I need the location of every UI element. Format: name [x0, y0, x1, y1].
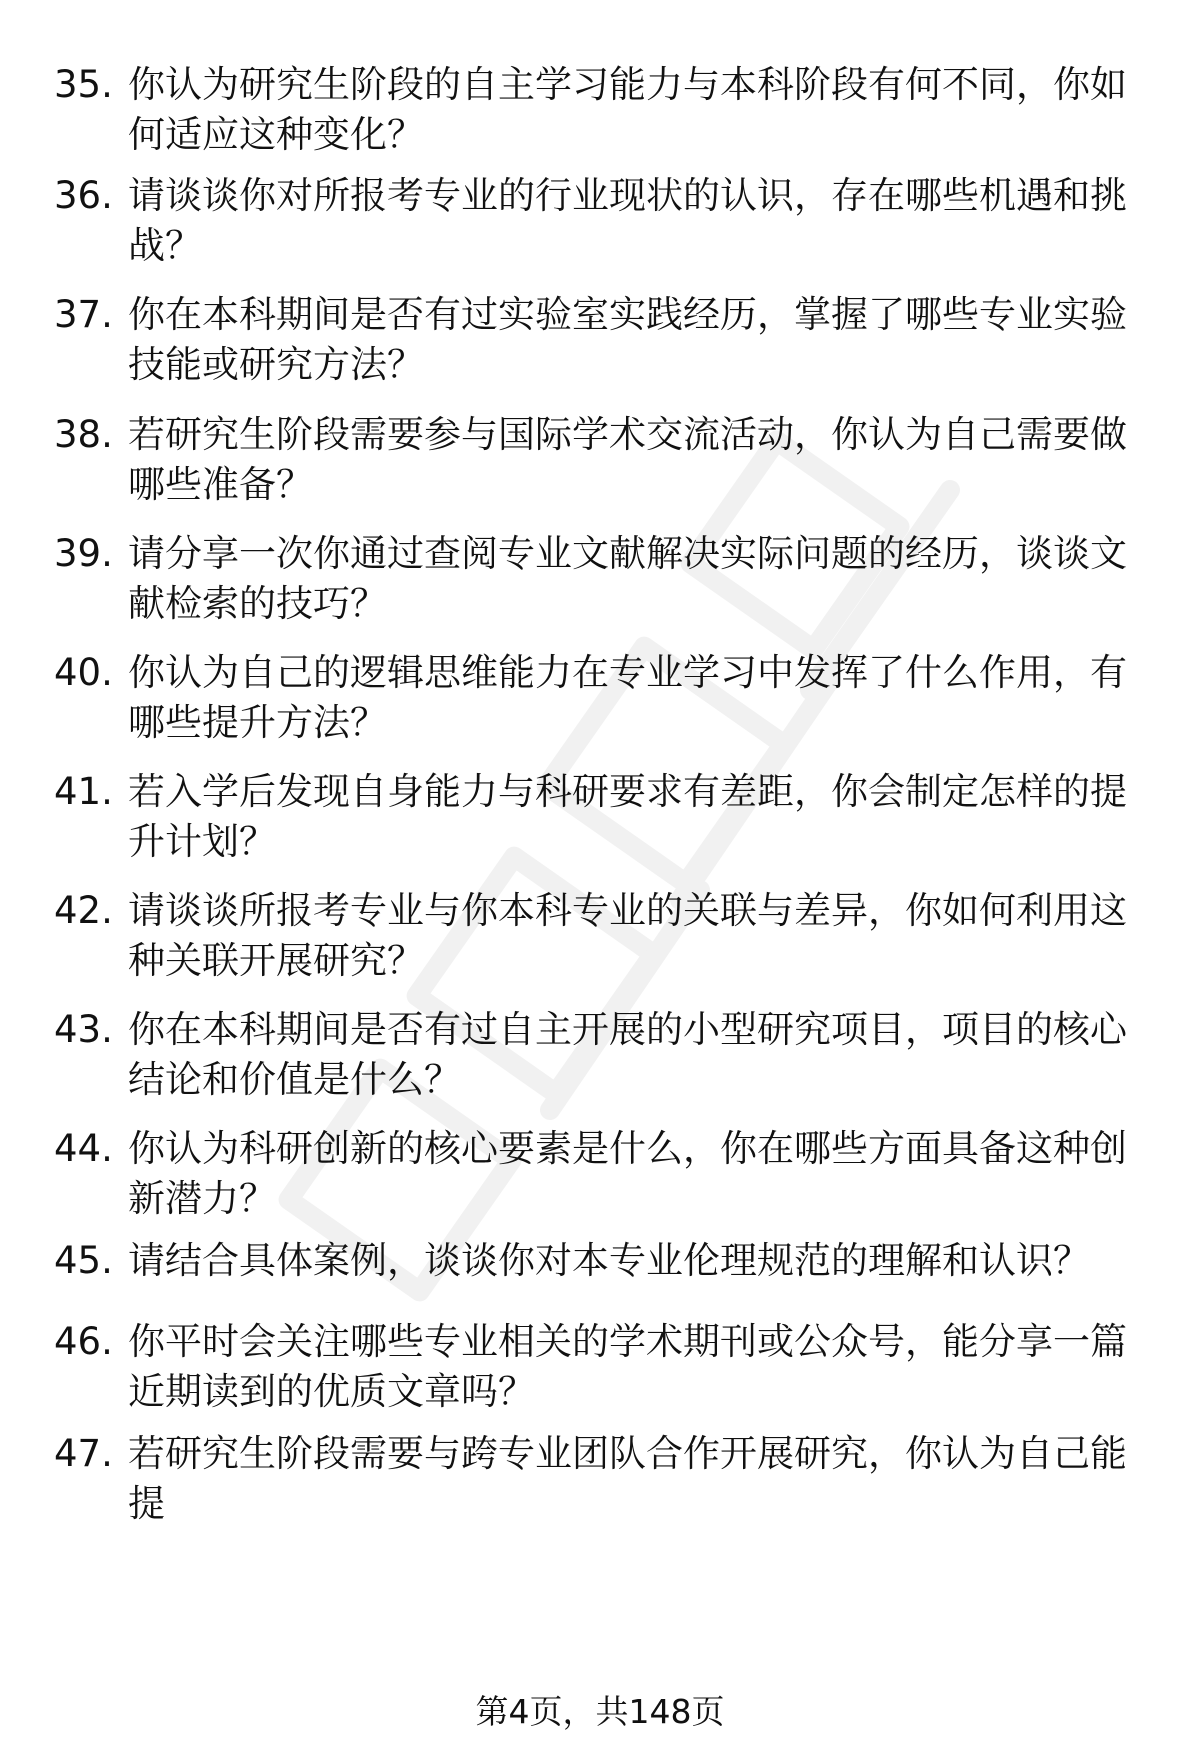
question-text: 若研究生阶段需要与跨专业团队合作开展研究，你认为自己能提: [128, 1432, 1127, 1525]
question-number: 46.: [54, 1320, 113, 1363]
question-number: 38.: [54, 413, 113, 456]
question-number: 39.: [54, 532, 113, 575]
question-text: 你认为自己的逻辑思维能力在专业学习中发挥了什么作用，有哪些提升方法？: [128, 651, 1127, 744]
question-text: 请谈谈你对所报考专业的行业现状的认识，存在哪些机遇和挑战？: [128, 174, 1127, 267]
question-number: 45.: [54, 1239, 113, 1282]
question-text: 你平时会关注哪些专业相关的学术期刊或公众号，能分享一篇近期读到的优质文章吗？: [128, 1320, 1127, 1413]
question-text: 请谈谈所报考专业与你本科专业的关联与差异，你如何利用这种关联开展研究？: [128, 889, 1127, 982]
question-number: 47.: [54, 1432, 113, 1475]
question-text: 你在本科期间是否有过自主开展的小型研究项目，项目的核心结论和价值是什么？: [128, 1008, 1127, 1101]
question-text: 若研究生阶段需要参与国际学术交流活动，你认为自己需要做哪些准备？: [128, 413, 1127, 506]
question-number: 37.: [54, 293, 113, 336]
question-text: 你认为科研创新的核心要素是什么，你在哪些方面具备这种创新潜力？: [128, 1127, 1127, 1220]
question-number: 41.: [54, 770, 113, 813]
question-text: 你在本科期间是否有过实验室实践经历，掌握了哪些专业实验技能或研究方法？: [128, 293, 1127, 386]
question-number: 44.: [54, 1127, 113, 1170]
question-text: 若入学后发现自身能力与科研要求有差距，你会制定怎样的提升计划？: [128, 770, 1127, 863]
question-text: 请分享一次你通过查阅专业文献解决实际问题的经历，谈谈文献检索的技巧？: [128, 532, 1127, 625]
question-text: 请结合具体案例，谈谈你对本专业伦理规范的理解和认识？: [128, 1239, 1090, 1282]
page-footer: 第4页，共148页: [475, 1692, 725, 1731]
question-number: 40.: [54, 651, 113, 694]
question-number: 36.: [54, 174, 113, 217]
question-number: 35.: [54, 63, 113, 106]
question-text: 你认为研究生阶段的自主学习能力与本科阶段有何不同，你如何适应这种变化？: [128, 63, 1127, 156]
question-number: 42.: [54, 889, 113, 932]
question-number: 43.: [54, 1008, 113, 1051]
